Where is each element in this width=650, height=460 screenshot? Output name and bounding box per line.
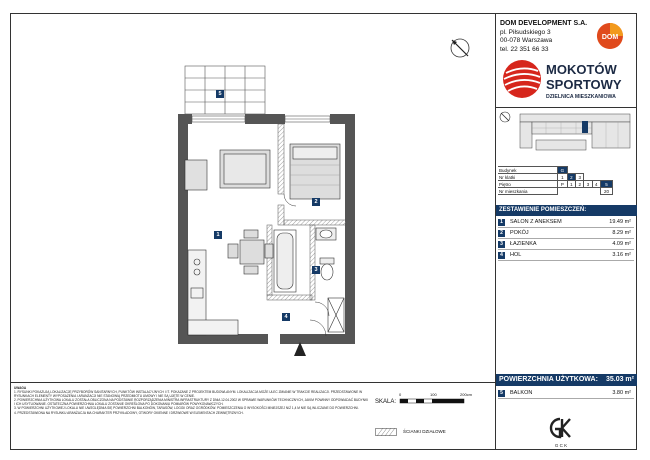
stair-3: 3 — [576, 174, 584, 181]
floor-3: 3 — [584, 181, 592, 188]
floor-5: 5 — [600, 181, 612, 188]
company-street: pl. Piłsudskiego 3 — [500, 28, 551, 36]
floor-row — [498, 181, 613, 188]
building-outline-icon — [520, 114, 630, 150]
svg-text:DOM: DOM — [601, 34, 619, 41]
brand-line1: MOKOTÓW — [546, 62, 617, 77]
balcony — [185, 66, 265, 114]
company-city: 00-078 Warszawa — [500, 37, 553, 44]
building-row — [498, 167, 613, 174]
wardrobe-icon — [328, 298, 344, 332]
armchair-icon — [185, 160, 207, 190]
floor-plan — [150, 40, 470, 370]
building-value: G — [558, 167, 568, 174]
stair-1: 1 — [558, 174, 568, 181]
kitchen-counter-icon — [188, 250, 238, 335]
floor-2: 2 — [576, 181, 584, 188]
mokotow-brand-logo — [500, 55, 632, 105]
disclaimer-notes: UWAGA 1. RYSUNKI POKAZUJĄ LOKALIZACJĘ PRZYBORÓW SANITARNYCH, PUNKTÓW INSTALACYJNYCH I IT. POKAZANE Z PROJEKTEM BUDOWLANYM. LOKALIZACJA MOŻE ULEC ZMIANIE W TRAKCIE REALIZACJI. PRZEDSTAWIONE W RYSUNKACH ELEMENTY WYPOSAŻENIA I ARANŻACJI NIE STANOWIĄ PRZEDMIOTU UMOWY I NIE SĄ UJĘTE W CENIE. 2. POWIERZCHNIA UŻYTKOWA LOKALU ZOSTAŁA OBLICZONA NA PODSTAWIE ROZPORZĄDZENIA MINISTRA INFRASTRUKTURY Z DNIA 12.04.2002 W SPRAWIE WARUNKÓW TECHNICZNYCH, JAKIM POWINNY ODPOWIADAĆ BUDYNKI I ICH USYTUOWANIE. OSTATECZNA POWIERZCHNIA LOKALU ZOSTANIE OKREŚLONA PO DOKONANIU POMIARÓW POWYKONAWCZYCH. 3. W POWIERZCHNI UŻYTKOWEJ LOKALU NIE UWZGLĘDNIA SIĘ POWIERZCHNI BALKONÓW, TARASÓW, LOGGII ORAZ OGRÓDKÓW. POMIESZCZENIA O WYSOKOŚCI MNIEJSZEJ NIŻ 1,4 M NIE SĄ WLICZANE DO POWIERZCHNI. 4. PRZEDSTAWIONA NA RYSUNKU ARANŻACJA MA CHARAKTER PRZYKŁADOWY, OTWORY OKIENNE I DRZWIOWE W ELEMENTACH ZEWNĘTRZNYCH. — [14, 386, 369, 415]
floor-label: Piętro — [498, 181, 558, 188]
room-row: 3 ŁAZIENKA 4.09 m² — [498, 240, 634, 250]
svg-text:100: 100 — [430, 392, 437, 397]
small-compass-icon — [500, 112, 510, 122]
total-label: POWIERZCHNIA UŻYTKOWA: — [499, 376, 598, 383]
floor-4: 4 — [592, 181, 600, 188]
dining-table-icon — [228, 230, 273, 274]
floor-p: P — [558, 181, 568, 188]
stair-label: Nr klatki — [498, 174, 558, 181]
unit-row — [498, 188, 613, 195]
room-tag-5: 5 — [216, 90, 224, 98]
stripes-logo-icon — [503, 60, 541, 98]
room-row: 4 HOL 3.16 m² — [498, 251, 634, 261]
total-value: 35.03 m² — [605, 376, 634, 383]
hatch-pattern-icon — [375, 428, 397, 436]
room-row: 1 SALON Z ANEKSEM 19.49 m² — [498, 218, 634, 228]
balcony-row: 5 BALKON 3.80 m² — [498, 389, 634, 399]
rooms-header: ZESTAWIENIE POMIESZCZEŃ: — [496, 205, 637, 216]
dom-logo-icon — [591, 21, 629, 49]
wall-legend — [375, 428, 485, 438]
room-row: 2 POKÓJ 8.29 m² — [498, 229, 634, 239]
toilet-icon — [320, 258, 334, 280]
floor-1: 1 — [567, 181, 575, 188]
bathtub-icon — [274, 230, 296, 292]
total-area-header — [496, 374, 637, 386]
unit-info-table — [498, 166, 613, 195]
sink-icon — [316, 228, 336, 240]
svg-text:0: 0 — [399, 392, 402, 397]
svg-text:G C K: G C K — [554, 443, 568, 448]
room-tag-2: 2 — [312, 198, 320, 206]
gck-logo-icon — [546, 415, 576, 449]
stair-2: 2 — [567, 174, 575, 181]
key-plan — [496, 108, 637, 163]
unit-label: Nr mieszkania — [498, 188, 558, 195]
scale-label: SKALA: — [375, 399, 397, 405]
scale-bar — [375, 390, 490, 410]
building-label: Budynek — [498, 167, 558, 174]
wall-legend-label: ŚCIANKI DZIAŁOWE — [403, 429, 446, 434]
company-info — [500, 20, 587, 54]
sofa-icon — [220, 150, 270, 188]
unit-value: 20 — [600, 188, 612, 195]
bed-icon — [290, 144, 340, 199]
brand-line2: SPORTOWY — [546, 77, 622, 92]
svg-text:200cm: 200cm — [460, 392, 473, 397]
company-name: DOM DEVELOPMENT S.A. — [500, 20, 588, 27]
company-phone: tel. 22 351 66 33 — [500, 45, 549, 53]
stair-row — [498, 174, 613, 181]
brand-line3: DZIELNICA MIESZKANIOWA — [546, 94, 616, 100]
room-tag-3: 3 — [312, 266, 320, 274]
room-tag-4: 4 — [282, 313, 290, 321]
unit-marker-icon — [582, 121, 588, 133]
room-tag-1: 1 — [214, 231, 222, 239]
entrance-arrow-icon — [294, 342, 306, 356]
